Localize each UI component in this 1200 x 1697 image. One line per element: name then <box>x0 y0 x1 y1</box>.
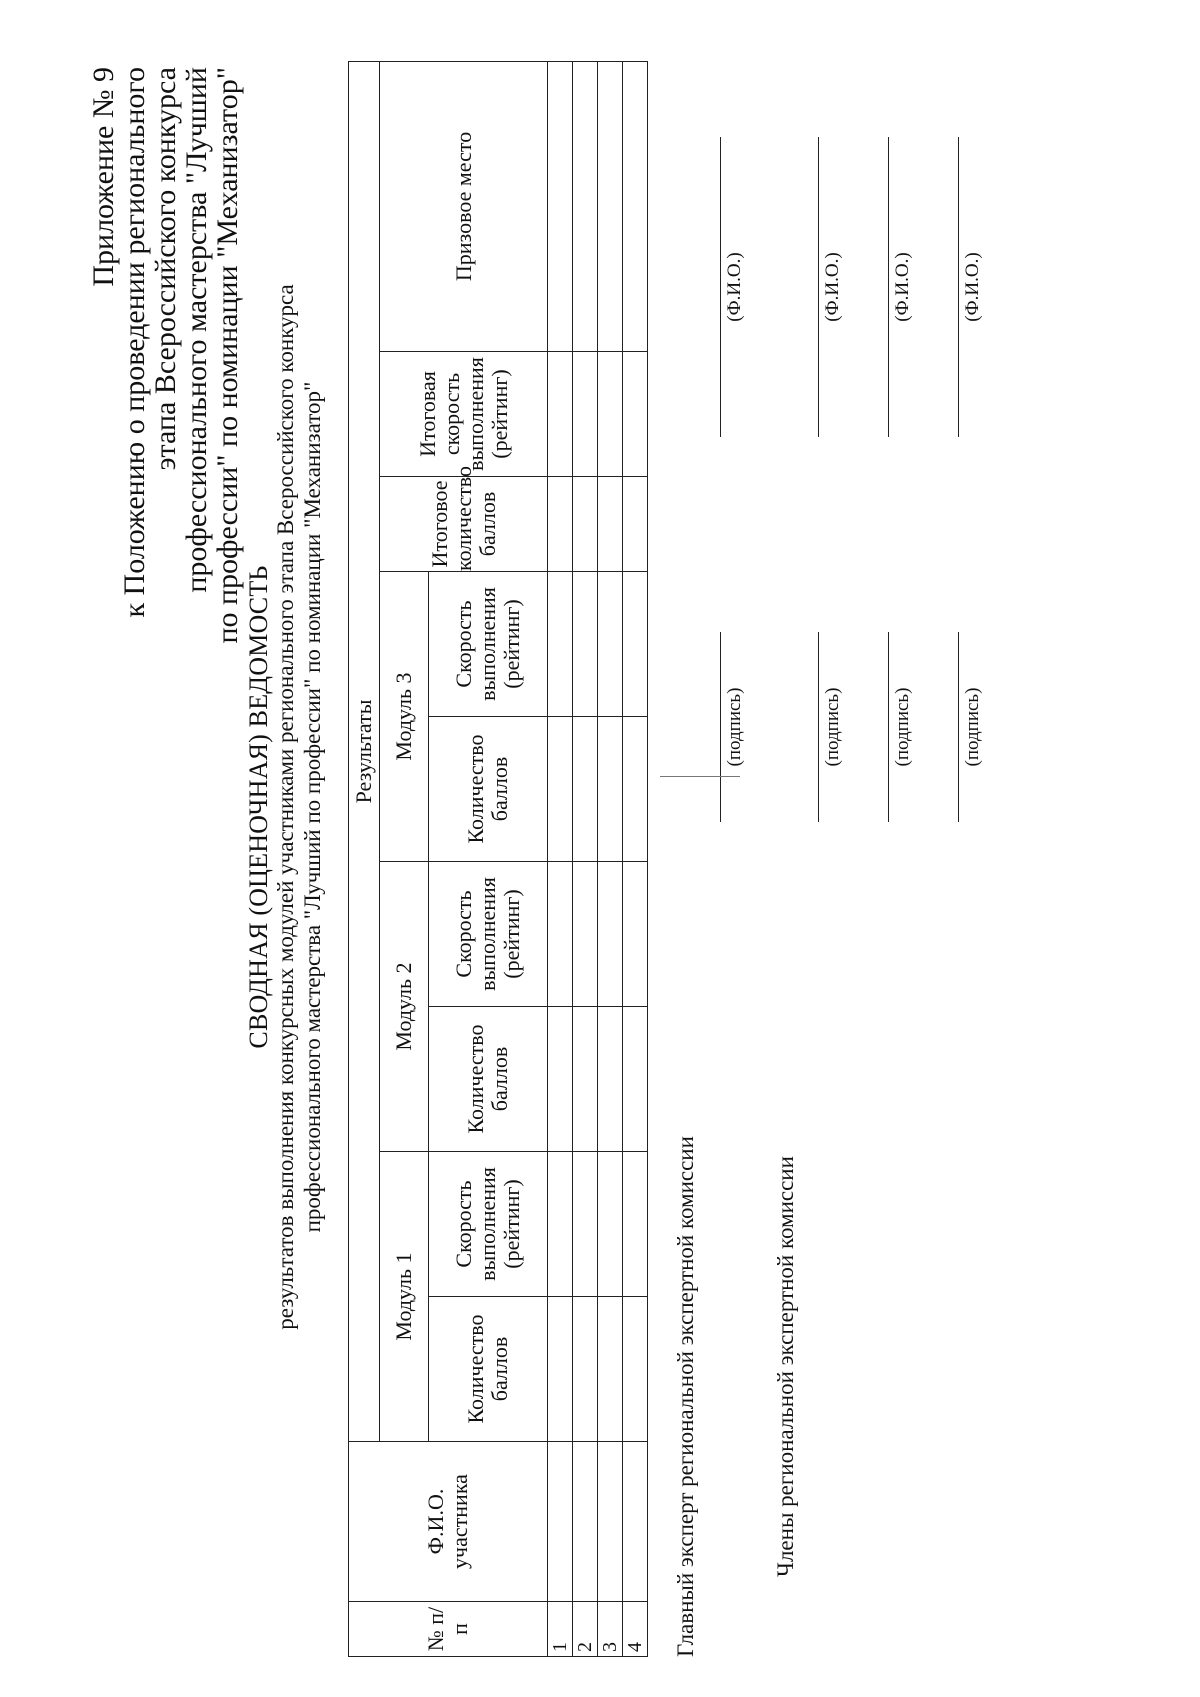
appendix-header <box>88 67 243 667</box>
header-m3-points: Количество баллов <box>429 717 548 862</box>
cell-m1-speed[interactable] <box>548 1152 573 1297</box>
cell-prize[interactable] <box>548 61 573 351</box>
member-2-signature-line[interactable] <box>888 632 889 822</box>
cell-m1-points[interactable] <box>623 1297 648 1442</box>
header-total-speed: Итоговая скорость выполнения (рейтинг) <box>380 352 548 477</box>
cell-m3-points[interactable] <box>548 717 573 862</box>
cell-m1-points[interactable] <box>573 1297 598 1442</box>
cell-m2-speed[interactable] <box>548 862 573 1007</box>
header-m2-points: Количество баллов <box>429 1007 548 1152</box>
members-label: Члены региональной экспертной комиссии <box>773 1156 798 1577</box>
chief-expert-label: Главный эксперт региональной экспертной комиссии <box>673 1136 698 1657</box>
cell-total-speed[interactable] <box>573 352 598 477</box>
cell-total-points[interactable] <box>598 477 623 572</box>
cell-m3-points[interactable] <box>573 717 598 862</box>
cell-m3-points[interactable] <box>598 717 623 862</box>
document-subtitle-2: профессионального мастерства "Лучший по профессии" по номинации "Механизатор" <box>300 381 325 1233</box>
appendix-line-3: этапа Всероссийского конкурса <box>149 67 182 471</box>
member-3-signature-line[interactable] <box>958 632 959 822</box>
header-m1-speed: Скорость выполнения (рейтинг) <box>429 1152 548 1297</box>
cell-m3-speed[interactable] <box>623 572 648 717</box>
chief-signature-caption: (подпись) <box>724 687 745 767</box>
member-3-name-line[interactable] <box>958 137 959 437</box>
member-2-name-line[interactable] <box>888 137 889 437</box>
cell-m2-points[interactable] <box>623 1007 648 1152</box>
appendix-line-2: к Положению о проведении регионального <box>118 67 151 618</box>
header-m3-speed: Скорость выполнения (рейтинг) <box>429 572 548 717</box>
appendix-line-5: по профессии" по номинации "Механизатор" <box>211 67 244 644</box>
header-number: № п/п <box>349 1602 548 1657</box>
results-table <box>348 61 648 1657</box>
cell-m1-speed[interactable] <box>623 1152 648 1297</box>
cell-prize[interactable] <box>598 61 623 351</box>
header-prize: Призовое место <box>380 61 548 351</box>
cell-m1-points[interactable] <box>548 1297 573 1442</box>
chief-name-caption: (Ф.И.О.) <box>724 252 745 322</box>
cell-m1-points[interactable] <box>598 1297 623 1442</box>
cell-total-speed[interactable] <box>548 352 573 477</box>
cell-m2-points[interactable] <box>598 1007 623 1152</box>
header-fio: Ф.И.О. участника <box>349 1442 548 1602</box>
scan-artifact <box>660 776 740 777</box>
header-module-2: Модуль 2 <box>380 862 429 1152</box>
cell-prize[interactable] <box>623 61 648 351</box>
member-2-name-caption: (Ф.И.О.) <box>892 252 913 322</box>
cell-total-speed[interactable] <box>598 352 623 477</box>
appendix-line-4: профессионального мастерства "Лучший <box>180 67 213 593</box>
member-1-signature-line[interactable] <box>818 632 819 822</box>
cell-total-points[interactable] <box>573 477 598 572</box>
header-results: Результаты <box>349 61 380 1441</box>
member-2-signature-caption: (подпись) <box>892 687 913 767</box>
member-1-signature-caption: (подпись) <box>822 687 843 767</box>
cell-m1-speed[interactable] <box>598 1152 623 1297</box>
cell-m2-points[interactable] <box>548 1007 573 1152</box>
header-total-points: Итоговое количество баллов <box>380 477 548 572</box>
row-number: 2 <box>573 1602 598 1657</box>
row-number: 4 <box>623 1602 648 1657</box>
chief-name-line[interactable] <box>720 137 721 437</box>
header-m2-speed: Скорость выполнения (рейтинг) <box>429 862 548 1007</box>
row-number: 3 <box>598 1602 623 1657</box>
cell-m3-speed[interactable] <box>548 572 573 717</box>
cell-total-speed[interactable] <box>623 352 648 477</box>
cell-fio[interactable] <box>598 1442 623 1602</box>
cell-m3-points[interactable] <box>623 717 648 862</box>
cell-total-points[interactable] <box>623 477 648 572</box>
cell-total-points[interactable] <box>548 477 573 572</box>
cell-fio[interactable] <box>623 1442 648 1602</box>
member-3-signature-caption: (подпись) <box>962 687 983 767</box>
document-subtitle-1: результатов выполнения конкурсных модулей участниками регионального этапа Всероссийского конкурса <box>273 284 298 1330</box>
member-1-name-caption: (Ф.И.О.) <box>822 252 843 322</box>
table-row <box>623 61 648 1656</box>
cell-m2-speed[interactable] <box>598 862 623 1007</box>
cell-prize[interactable] <box>573 61 598 351</box>
cell-m2-speed[interactable] <box>573 862 598 1007</box>
header-module-1: Модуль 1 <box>380 1152 429 1442</box>
cell-fio[interactable] <box>548 1442 573 1602</box>
title-block <box>245 257 326 1357</box>
chief-signature-line[interactable] <box>720 632 721 822</box>
header-m1-points: Количество баллов <box>429 1297 548 1442</box>
member-3-name-caption: (Ф.И.О.) <box>962 252 983 322</box>
cell-m3-speed[interactable] <box>598 572 623 717</box>
row-number: 1 <box>548 1602 573 1657</box>
table-row <box>548 61 573 1656</box>
cell-fio[interactable] <box>573 1442 598 1602</box>
member-1-name-line[interactable] <box>818 137 819 437</box>
cell-m1-speed[interactable] <box>573 1152 598 1297</box>
cell-m2-speed[interactable] <box>623 862 648 1007</box>
cell-m3-speed[interactable] <box>573 572 598 717</box>
table-row <box>598 61 623 1656</box>
cell-m2-points[interactable] <box>573 1007 598 1152</box>
appendix-line-1: Приложение № 9 <box>87 67 120 287</box>
table-row <box>573 61 598 1656</box>
header-module-3: Модуль 3 <box>380 572 429 862</box>
document-title: СВОДНАЯ (ОЦЕНОЧНАЯ) ВЕДОМОСТЬ <box>244 565 273 1049</box>
